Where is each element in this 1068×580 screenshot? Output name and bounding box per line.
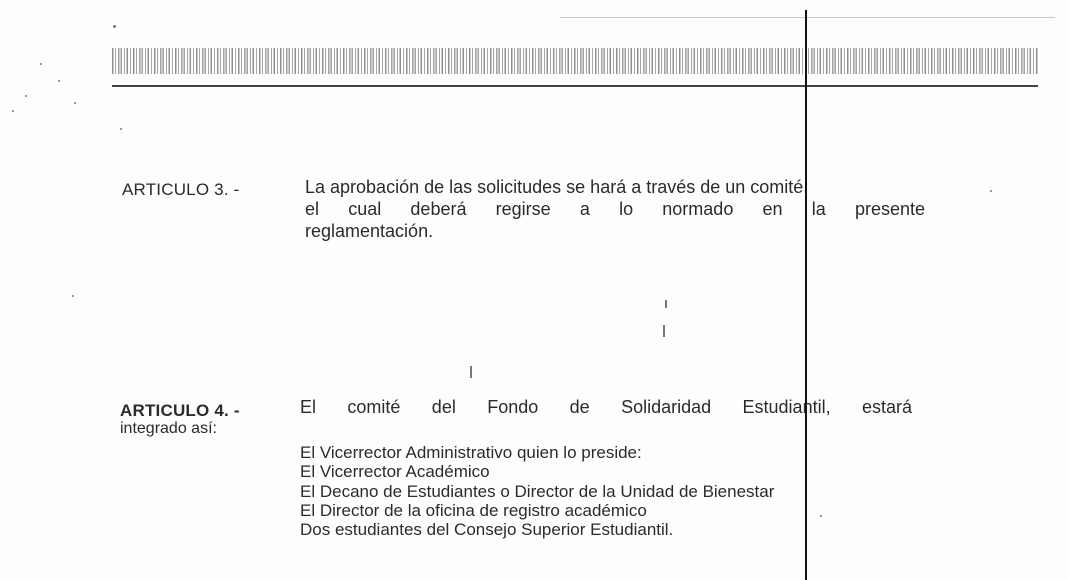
scan-speck	[663, 325, 665, 337]
scan-speck	[74, 102, 76, 104]
scan-speck	[470, 366, 472, 378]
article-3-line-1: La aprobación de las solicitudes se hará a través de un comité	[305, 177, 804, 197]
committee-member: El Decano de Estudiantes o Director de la Unidad de Bienestar	[300, 482, 775, 501]
article-4-intro: El comité del Fondo de Solidaridad Estudiantil, estará	[300, 397, 912, 417]
vertical-scan-line	[805, 10, 807, 580]
scan-speck	[665, 300, 667, 308]
article-3-line-2: el cual deberá regirse a lo normado en la presente	[305, 199, 925, 219]
committee-member: El Vicerrector Administrativo quien lo preside:	[300, 443, 642, 462]
scan-speck	[72, 295, 74, 297]
scan-speck	[25, 95, 27, 97]
header-scan-noise-band	[112, 48, 1038, 74]
scan-speck	[12, 110, 14, 112]
committee-member: El Vicerrector Académico	[300, 462, 490, 481]
article-4-intro-continued: integrado así:	[120, 420, 217, 437]
article-4-heading: ARTICULO 4. -	[120, 401, 240, 420]
scan-speck	[113, 25, 116, 28]
scan-speck	[990, 190, 992, 192]
committee-member: El Director de la oficina de registro académico	[300, 501, 647, 520]
article-3-heading: ARTICULO 3. -	[122, 180, 240, 199]
committee-member: Dos estudiantes del Consejo Superior Estudiantil.	[300, 520, 674, 539]
scan-speck	[58, 80, 60, 82]
scan-speck	[40, 63, 42, 65]
scan-speck	[820, 515, 822, 517]
top-faint-rule	[560, 17, 1055, 18]
header-divider-line	[112, 85, 1038, 87]
article-3-line-3: reglamentación.	[305, 221, 434, 241]
scan-speck	[120, 128, 122, 130]
